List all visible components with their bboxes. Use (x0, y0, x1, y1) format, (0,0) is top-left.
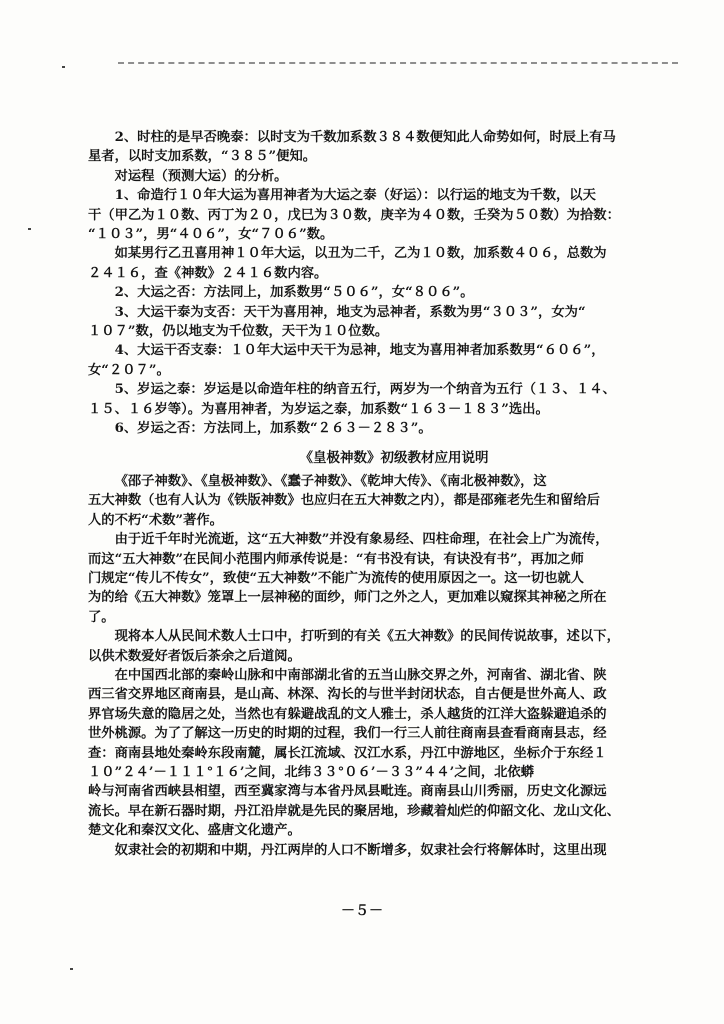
text-line: 2、时柱的是早否晚泰：以时支为千数加系数３８４数便知此人命势如何，时辰上有马 (114, 130, 616, 145)
text-line: 了。 (88, 609, 115, 625)
text-line: 由于近千年时光流逝，这“五大神数”并没有象易经、四柱命理，在社会上广为流传， (114, 532, 609, 548)
paragraph (88, 128, 700, 167)
text-line: 1、命造行１０年大运为喜用神者为大运之泰（好运）：以行运的地支为千数，以天 (114, 188, 596, 204)
scan-speck (62, 66, 65, 68)
paragraph (88, 419, 700, 438)
page-body (88, 128, 700, 860)
text-line: 星者，以时支加系数，“３８５”便知。 (88, 149, 317, 165)
paragraph (88, 303, 700, 342)
textbook-intro-section (88, 472, 700, 860)
page-number: －５－ (341, 903, 383, 919)
paragraph (88, 167, 700, 186)
paragraph (88, 666, 700, 841)
analysis-section (88, 128, 700, 439)
text-line: 如某男行乙丑喜用神１０年大运，以丑为二千，乙为１０数，加系数４０６，总数为 (114, 246, 607, 262)
text-line: 楚文化和秦汉文化、盛唐文化遗产。 (88, 823, 301, 839)
text-line: 在中国西北部的秦岭山脉和中南部湖北省的五当山脉交界之外，河南省、湖北省、陕 (114, 667, 607, 683)
text-line: 西三省交界地区商南县，是山高、林深、沟长的与世半封闭状态，自古便是世外高人、政 (88, 687, 607, 703)
text-line: １５、１６岁等）。为喜用神者，为岁运之泰，加系数“１６３－１８３”选出。 (88, 401, 549, 417)
text-line: 现将本人从民间术数人士口中，打听到的有关《五大神数》的民间传说故事，述以下， (114, 629, 620, 645)
text-line: 3、大运干泰为支否：天干为喜用神，地支为忌神者，系数为男“３０３”，女为“ (114, 304, 586, 320)
text-line: 岭与河南省西峡县相望，西至冀家湾与本省丹凤县毗连。商南县山川秀丽，历史文化源远 (88, 784, 607, 800)
text-line: 查：商南县地处秦岭东段南麓，属长江流域、汉江水系，丹江中游地区，坐标介于东经１ (88, 745, 607, 761)
paragraph (88, 341, 700, 380)
text-line: 6、岁运之否：方法同上，加系数“２６３－２８３”。 (114, 421, 432, 437)
text-line: “１０３”，男“４０６”，女“７０６”数。 (88, 227, 334, 243)
paragraph (88, 841, 700, 860)
text-line: 以供术数爱好者饭后茶余之后道阅。 (88, 648, 301, 664)
text-line: 2、大运之否：方法同上，加系数男“５０６”，女“８０６”。 (114, 285, 474, 301)
section-title: 《皇极神数》初级教材应用说明 (299, 449, 489, 466)
text-line: 对运程（预测大运）的分析。 (114, 168, 288, 184)
text-line: 流长。早在新石器时期，丹江沿岸就是先民的聚居地，珍藏着灿烂的仰韶文化、龙山文化、 (88, 803, 620, 819)
paragraph (88, 627, 700, 666)
text-line: 女“２０７”。 (88, 362, 170, 378)
text-line: 《邵子神数》、《皇极神数》、《蠢子神数》、《乾坤大传》、《南北极神数》，这 (114, 473, 547, 489)
text-line: 而这“五大神数”在民间小范围内师承传说是：“有书没有诀，有诀没有书”，再加之师 (88, 551, 584, 567)
text-line: 为的给《五大神数》笼罩上一层神秘的面纱，师门之外之人，更加难以窥探其神秘之所在 (88, 590, 607, 606)
text-line: 门规定“传儿不传女”，致使“五大神数”不能广为流传的使用原因之一。这一切也就人 (88, 570, 584, 586)
scan-speck (28, 228, 31, 230)
text-line: １０７”数，仍以地支为千位数，天干为１０位数。 (88, 324, 389, 340)
text-line: １０”２４’－１１１°１６’之间，北纬３３°０６’－３３”４４’之间，北依蟒 (88, 765, 535, 780)
text-line: 界官场失意的隐居之处，当然也有躲避战乱的文人雅士，杀人越货的江洋大盗躲避追杀的 (88, 706, 607, 722)
paragraph (88, 186, 700, 244)
text-line: 干（甲乙为１０数、丙丁为２０，戊巳为３０数，庚辛为４０数，壬癸为５０数）为拾数： (88, 207, 620, 223)
paragraph (88, 530, 700, 627)
paragraph (88, 283, 700, 302)
text-line: ２４１６，查《神数》２４１６数内容。 (88, 265, 328, 281)
text-line: 世外桃源。为了了解这一历史的时期的过程，我们一行三人前往商南县查看商南县志，经 (88, 726, 607, 742)
scan-speck (70, 968, 73, 970)
top-dashed-rule (118, 62, 678, 64)
paragraph (88, 472, 700, 530)
text-line: 五大神数（也有人认为《铁版神数》也应归在五大神数之内），都是邵雍老先生和留给后 (88, 493, 600, 509)
text-line: 4、大运干否支泰：１０年大运中天干为忌神，地支为喜用神者加系数男“６０６”， (114, 343, 605, 359)
paragraph (88, 244, 700, 283)
text-line: 人的不朽“术数”著作。 (88, 512, 223, 528)
text-line: 奴隶社会的初期和中期，丹江两岸的人口不断增多，奴隶社会行将解体时，这里出现 (114, 842, 607, 858)
text-line: 5、岁运之泰：岁运是以命造年柱的纳音五行，两岁为一个纳音为五行（１３、１４、 (114, 382, 616, 398)
paragraph (88, 380, 700, 419)
